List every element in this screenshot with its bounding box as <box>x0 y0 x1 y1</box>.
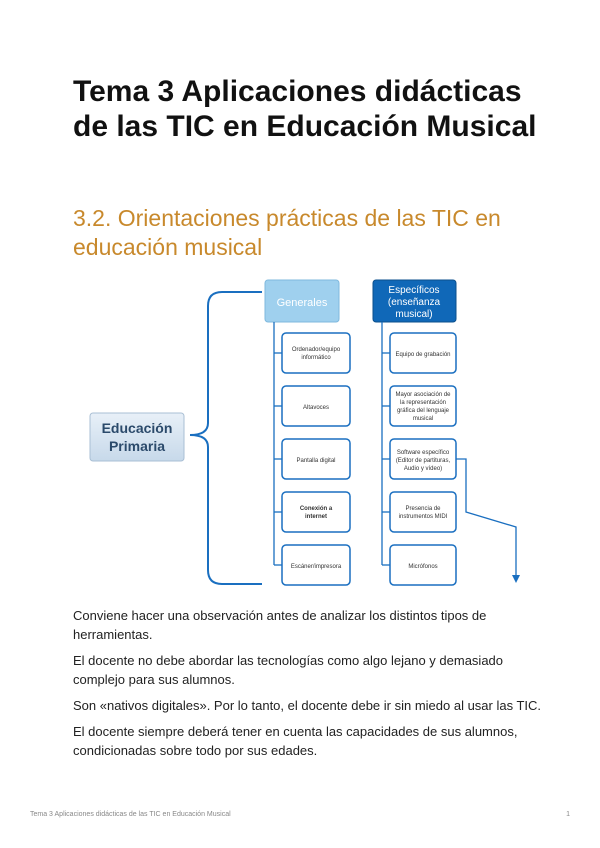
specific-item <box>382 439 456 479</box>
document-title: Tema 3 Aplicaciones didácticas de las TIC en Educación Musical <box>73 75 537 143</box>
specific-item <box>382 333 456 373</box>
svg-text:Conexión a: Conexión a <box>299 506 333 512</box>
paragraph: El docente siempre deberá tener en cuenta las capacidades de sus alumnos, condicionadas sobre todo por sus edades. <box>73 724 518 758</box>
svg-text:Micrófonos: Micrófonos <box>408 564 438 570</box>
svg-text:Mayor asociación de: Mayor asociación de <box>395 392 451 398</box>
specific-item <box>382 386 456 426</box>
body-text <box>73 606 543 767</box>
svg-text:Equipo de grabación: Equipo de grabación <box>395 352 451 358</box>
general-item <box>274 492 350 532</box>
section-heading: 3.2. Orientaciones prácticas de las TIC en educación musical <box>73 205 501 260</box>
root-label-line2: Primaria <box>108 438 166 454</box>
svg-text:Software específico: Software específico <box>396 450 450 456</box>
specific-item <box>382 492 456 532</box>
specific-item <box>382 545 456 585</box>
page-number: 1 <box>566 811 570 818</box>
svg-text:Presencia de: Presencia de <box>405 506 441 512</box>
specific-header-line3: musical) <box>395 309 433 320</box>
main-brace <box>190 292 262 584</box>
down-arrow-line <box>456 459 516 577</box>
specific-header-line1: Específicos <box>388 285 440 296</box>
concept-map <box>0 275 600 605</box>
paragraph: El docente no debe abordar las tecnologías como algo lejano y demasiado complejo para sus alumnos. <box>73 653 504 687</box>
page-footer <box>30 811 570 818</box>
footer-title: Tema 3 Aplicaciones didácticas de las TIC en Educación Musical <box>30 811 231 818</box>
specific-header-line2: (enseñanza <box>387 297 441 308</box>
general-item <box>274 386 350 426</box>
svg-text:la representación: la representación <box>399 400 447 406</box>
svg-text:Audio y vídeo): Audio y vídeo) <box>403 466 443 472</box>
svg-text:(Editor de partituras,: (Editor de partituras, <box>395 458 451 464</box>
svg-text:instrumentos MIDI: instrumentos MIDI <box>398 514 448 520</box>
root-label-line1: Educación <box>101 420 173 436</box>
arrow-head-icon <box>512 575 520 583</box>
svg-text:musical: musical <box>412 416 434 422</box>
paragraph: Son «nativos digitales». Por lo tanto, el docente debe ir sin miedo al usar las TIC. <box>73 698 542 713</box>
general-item <box>274 333 350 373</box>
general-item <box>274 439 350 479</box>
svg-text:Ordenador/equipo: Ordenador/equipo <box>291 347 341 353</box>
svg-text:internet: internet <box>304 514 328 520</box>
svg-text:Altavoces: Altavoces <box>302 405 330 411</box>
paragraph: Conviene hacer una observación antes de analizar los distintos tipos de herramientas. <box>73 608 487 642</box>
svg-text:gráfica del lenguaje: gráfica del lenguaje <box>396 408 450 414</box>
svg-text:Escáner/impresora: Escáner/impresora <box>290 564 342 570</box>
general-header-label: Generales <box>276 297 328 309</box>
general-item <box>274 545 350 585</box>
svg-text:Pantalla digital: Pantalla digital <box>296 458 336 464</box>
svg-text:informático: informático <box>301 355 331 361</box>
